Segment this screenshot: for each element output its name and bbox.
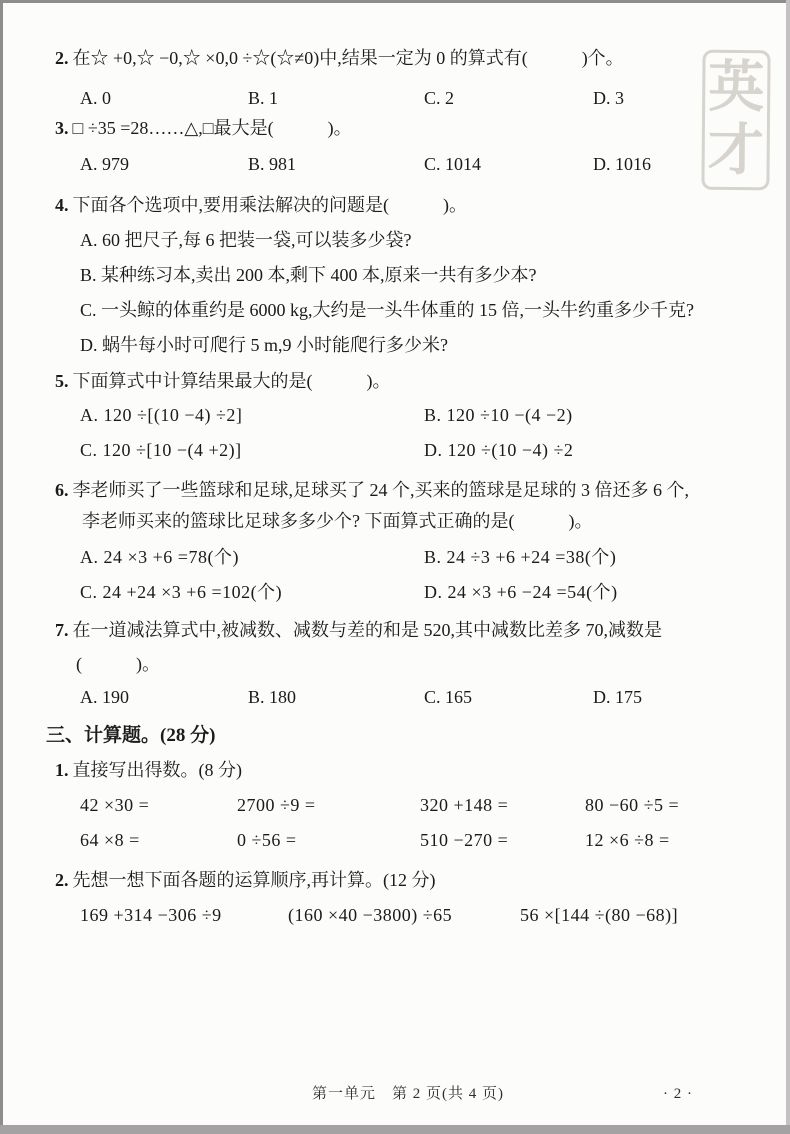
question-6-option-b: B. 24 ÷3 +6 +24 =38(个) <box>424 547 617 567</box>
publisher-stamp-text: 英才 <box>707 57 765 183</box>
calc-item: 80 −60 ÷5 = <box>585 795 680 815</box>
calc-item: 64 ×8 = <box>80 830 140 850</box>
question-2-option-d: D. 3 <box>593 88 624 108</box>
calc-item: 12 ×6 ÷8 = <box>585 830 670 850</box>
calc-item: 510 −270 = <box>420 830 509 850</box>
question-7-stem-line2: ( )。 <box>76 654 160 674</box>
question-4-option-d: D. 蜗牛每小时可爬行 5 m,9 小时能爬行多少米? <box>80 335 448 355</box>
question-5-number: 5. <box>55 371 69 391</box>
calc-expression: (160 ×40 −3800) ÷65 <box>288 905 453 925</box>
question-7-stem-line1 <box>55 618 662 642</box>
calc-item: 320 +148 = <box>420 795 509 815</box>
question-4-text: 下面各个选项中,要用乘法解决的问题是( )。 <box>72 195 467 215</box>
question-6-stem-line1 <box>55 478 689 502</box>
question-7-option-b: B. 180 <box>248 687 297 707</box>
question-5-option-a: A. 120 ÷[(10 −4) ÷2] <box>80 405 243 425</box>
publisher-stamp <box>701 50 770 191</box>
section-3-number: 三、 <box>46 725 85 746</box>
footer-page-number: · 2 · <box>663 1086 693 1102</box>
question-6-option-d: D. 24 ×3 +6 −24 =54(个) <box>424 582 618 602</box>
question-6-number: 6. <box>55 480 69 500</box>
scan-edge-left <box>0 0 3 1134</box>
calc-1-number: 1. <box>55 760 69 780</box>
question-6-option-c: C. 24 +24 ×3 +6 =102(个) <box>80 582 283 602</box>
question-2-text: 在☆ +0,☆ −0,☆ ×0,0 ÷☆(☆≠0)中,结果一定为 0 的算式有( )个。 <box>72 48 624 68</box>
calc-item: 42 ×30 = <box>80 795 150 815</box>
question-5-option-b: B. 120 ÷10 −(4 −2) <box>424 405 573 425</box>
question-7-option-a: A. 190 <box>80 687 129 707</box>
question-6-option-a: A. 24 ×3 +6 =78(个) <box>80 547 239 567</box>
question-7-number: 7. <box>55 620 69 640</box>
section-3-heading <box>46 724 215 748</box>
question-4-number: 4. <box>55 195 69 215</box>
scan-edge-top <box>0 0 790 3</box>
calc-1-title: 直接写出得数。(8 分) <box>72 760 242 780</box>
question-3-option-a: A. 979 <box>80 154 129 174</box>
calc-2-number: 2. <box>55 870 69 890</box>
question-5-option-d: D. 120 ÷(10 −4) ÷2 <box>424 440 574 460</box>
question-3-option-d: D. 1016 <box>593 154 651 174</box>
calc-item: 0 ÷56 = <box>237 830 297 850</box>
question-6-stem-line2: 李老师买来的篮球比足球多多少个? 下面算式正确的是( )。 <box>82 511 593 531</box>
question-2-option-c: C. 2 <box>424 88 455 108</box>
question-5-stem <box>55 369 391 393</box>
question-2-option-a: A. 0 <box>80 88 111 108</box>
footer-unit-page: 第一单元 第 2 页(共 4 页) <box>312 1086 504 1102</box>
question-4-option-c: C. 一头鲸的体重约是 6000 kg,大约是一头牛体重的 15 倍,一头牛约重多少千克? <box>80 300 694 320</box>
question-4-stem <box>55 193 467 217</box>
question-4-option-a: A. 60 把尺子,每 6 把装一袋,可以装多少袋? <box>80 230 412 250</box>
question-3-number: 3. <box>55 118 69 138</box>
question-2-option-b: B. 1 <box>248 88 279 108</box>
question-5-option-c: C. 120 ÷[10 −(4 +2)] <box>80 440 242 460</box>
question-3-option-c: C. 1014 <box>424 154 482 174</box>
question-3-text: □ ÷35 =28……△,□最大是( )。 <box>72 118 352 138</box>
question-2-number: 2. <box>55 48 69 68</box>
question-7-option-d: D. 175 <box>593 687 642 707</box>
question-6-text-line1: 李老师买了一些篮球和足球,足球买了 24 个,买来的篮球是足球的 3 倍还多 6 个, <box>72 480 689 500</box>
section-3-title: 计算题。(28 分) <box>84 725 216 746</box>
calc-1-heading <box>55 758 242 782</box>
scan-edge-bottom <box>0 1125 790 1134</box>
calc-2-title: 先想一想下面各题的运算顺序,再计算。(12 分) <box>72 870 436 890</box>
question-4-option-b: B. 某种练习本,卖出 200 本,剩下 400 本,原来一共有多少本? <box>80 265 537 285</box>
question-3-option-b: B. 981 <box>248 154 297 174</box>
question-2-stem <box>55 46 624 70</box>
calc-expression: 56 ×[144 ÷(80 −68)] <box>520 905 679 925</box>
calc-2-heading <box>55 868 436 892</box>
question-5-text: 下面算式中计算结果最大的是( )。 <box>72 371 391 391</box>
calc-expression: 169 +314 −306 ÷9 <box>80 905 222 925</box>
question-7-text-line1: 在一道减法算式中,被减数、减数与差的和是 520,其中减数比差多 70,减数是 <box>72 620 662 640</box>
scan-edge-right <box>786 0 790 1134</box>
question-7-option-c: C. 165 <box>424 687 473 707</box>
question-3-stem <box>55 116 352 140</box>
calc-item: 2700 ÷9 = <box>237 795 316 815</box>
